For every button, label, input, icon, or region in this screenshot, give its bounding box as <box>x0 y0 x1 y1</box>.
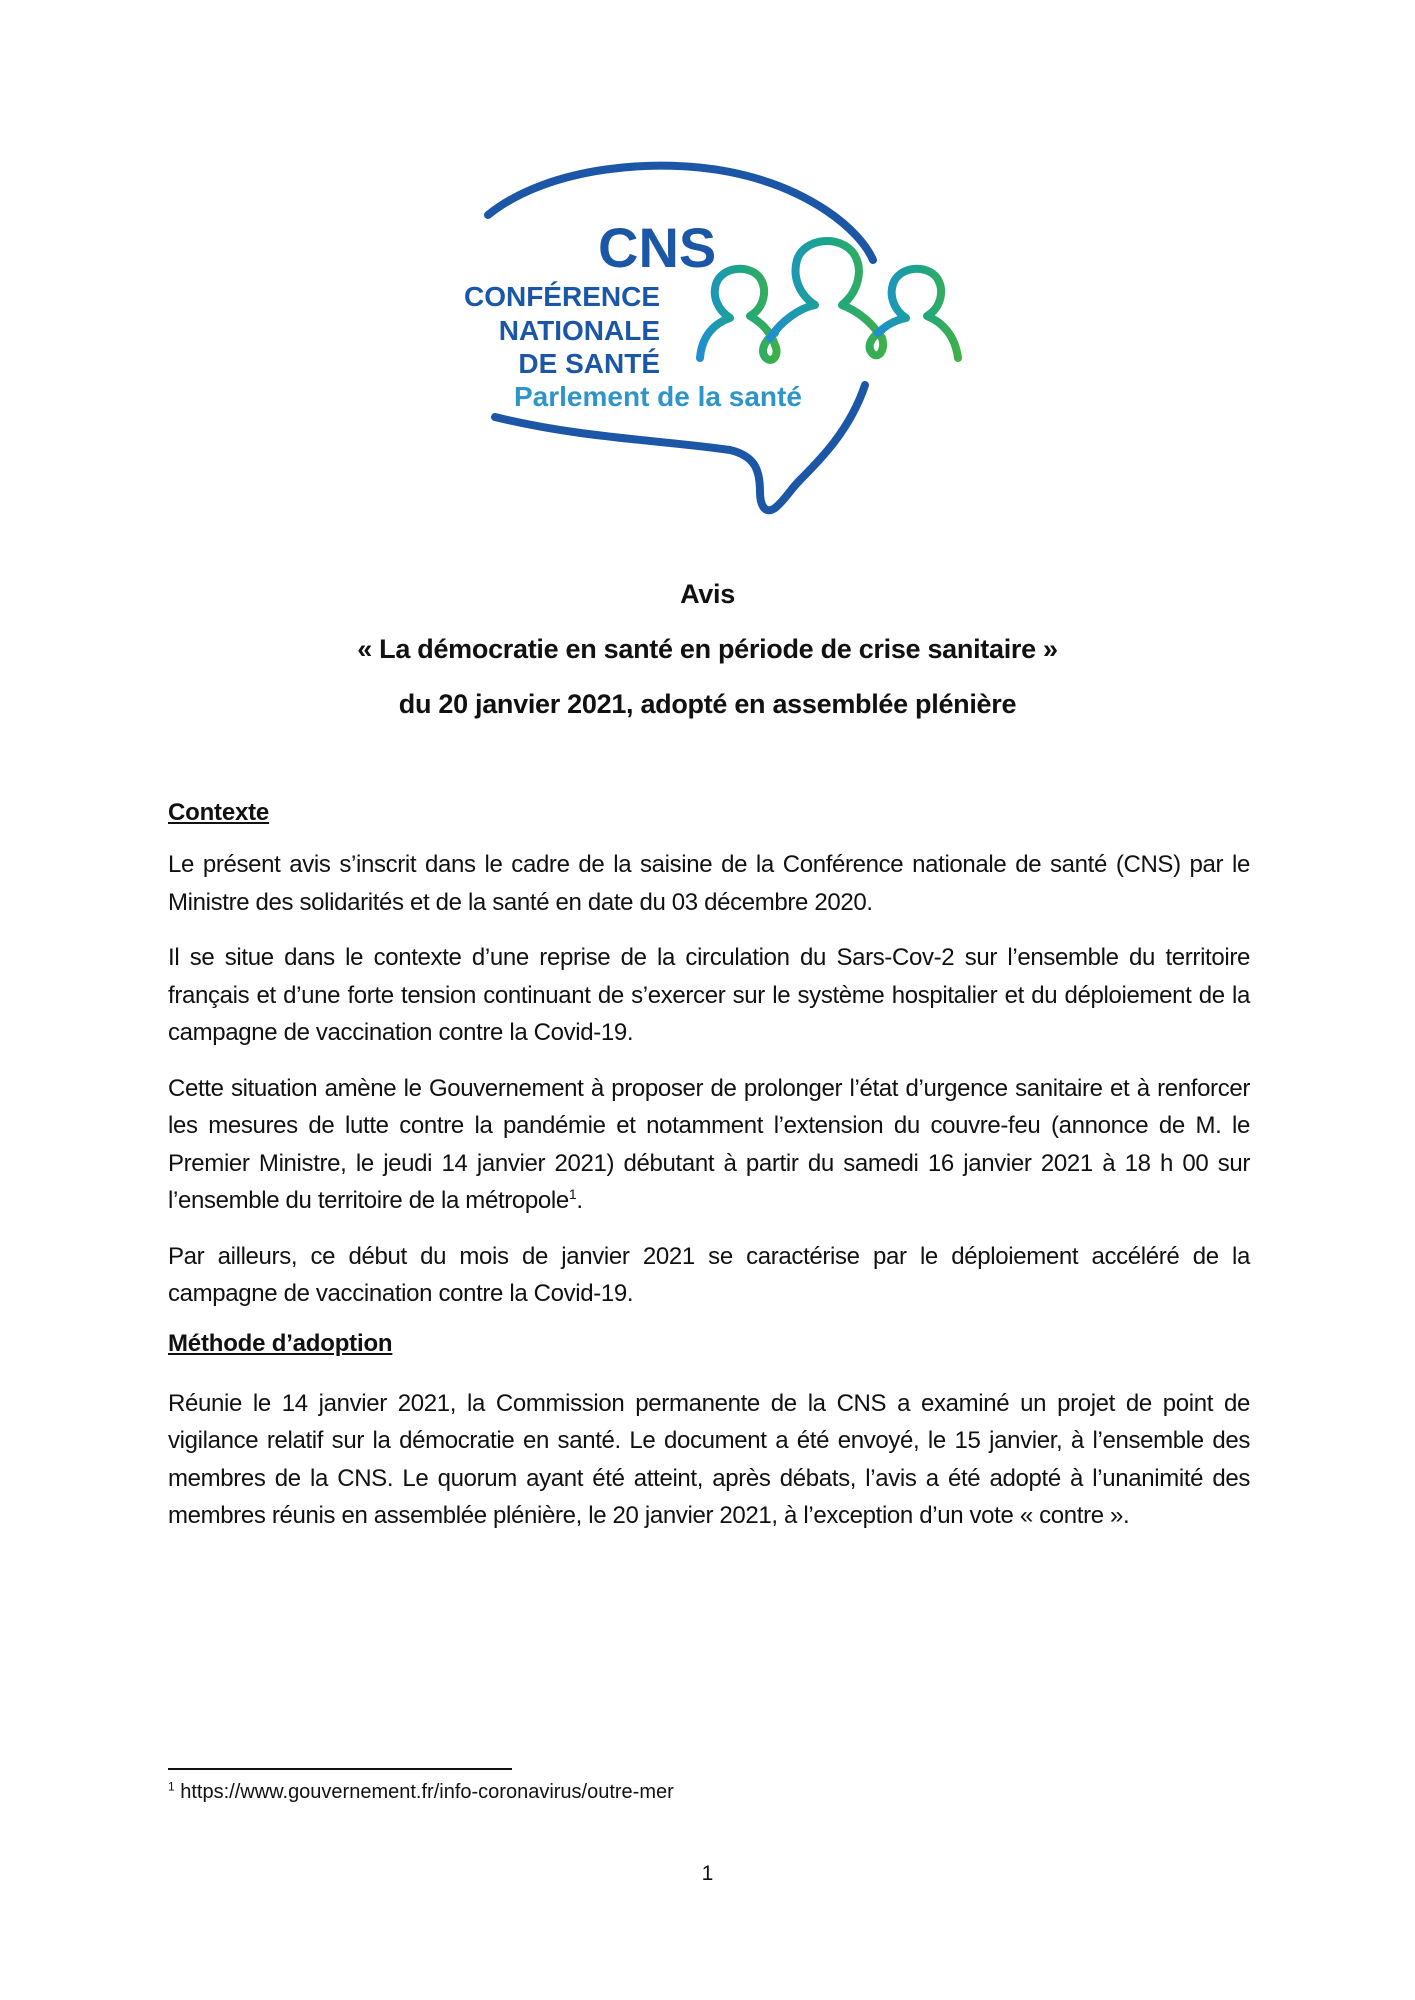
paragraph-end-punctuation: . <box>576 1187 583 1214</box>
paragraph: Par ailleurs, ce début du mois de janvier 2021 se caractérise par le déploiement accéléré de la campagne de vaccination contre la Covid-19. <box>168 1242 1250 1307</box>
section-heading-methode: Méthode d’adoption <box>168 1329 393 1357</box>
svg-text:NATIONALE: NATIONALE <box>498 315 660 346</box>
people-speech-bubble-icon <box>430 160 980 520</box>
paragraph: Le présent avis s’inscrit dans le cadre de la saisine de la Conférence nationale de santé (CNS) par le Ministre des solidarités et de la santé en date du 03 décembre 2020. <box>168 851 1250 916</box>
page-number: 1 <box>701 1862 714 1885</box>
document-title <box>0 567 1415 732</box>
svg-text:Parlement de la santé: Parlement de la santé <box>514 381 802 412</box>
paragraph-text: Cette situation amène le Gouvernement à proposer de prolonger l’état d’urgence sanitaire et à renforcer les mesures de lutte contre la pandémie et notamment l’extension du couvre-feu (annonce de M. le Premier Ministre, le jeudi 14 janvier 2021) débutant à partir du samedi 16 janvier 2021 à 18 h 00 sur l’ensemble du territoire de la métropole <box>168 1074 1250 1214</box>
footnote-link[interactable]: https://www.gouvernement.fr/info-coronavirus/outre-mer <box>180 1781 674 1803</box>
cns-logo <box>430 160 980 520</box>
section-heading-contexte: Contexte <box>168 799 270 826</box>
footnote-number: 1 <box>168 1779 175 1794</box>
paragraph-with-footnote <box>168 1070 1250 1220</box>
svg-text:DE SANTÉ: DE SANTÉ <box>518 348 660 379</box>
svg-text:CONFÉRENCE: CONFÉRENCE <box>463 281 660 312</box>
title-date: du 20 janvier 2021, adopté en assemblée plénière <box>398 689 1017 719</box>
paragraph: Réunie le 14 janvier 2021, la Commission permanente de la CNS a examiné un projet de point de vigilance relatif sur la démocratie en santé. Le document a été envoyé, le 15 janvier, à l’ensemble des membres de la CNS. Le quorum ayant été atteint, après débats, l’avis a été adopté à l’unanimité des membres réunis en assemblée plénière, le 20 janvier 2021, à l’exception d’un vote « contre ». <box>168 1389 1250 1529</box>
document-body <box>168 798 1250 1553</box>
svg-text:CNS: CNS <box>598 216 717 279</box>
paragraph: Il se situe dans le contexte d’une reprise de la circulation du Sars-Cov-2 sur l’ensemble du territoire français et d’une forte tension continuant de s’exercer sur le système hospitalier et du déploiement de la campagne de vaccination contre la Covid-19. <box>168 944 1250 1046</box>
title-subject: « La démocratie en santé en période de crise sanitaire » <box>357 634 1058 664</box>
footnote-separator <box>168 1768 512 1770</box>
title-avis: Avis <box>680 579 735 609</box>
footnote <box>168 1779 674 1805</box>
footnote-reference[interactable]: 1 <box>568 1186 577 1202</box>
